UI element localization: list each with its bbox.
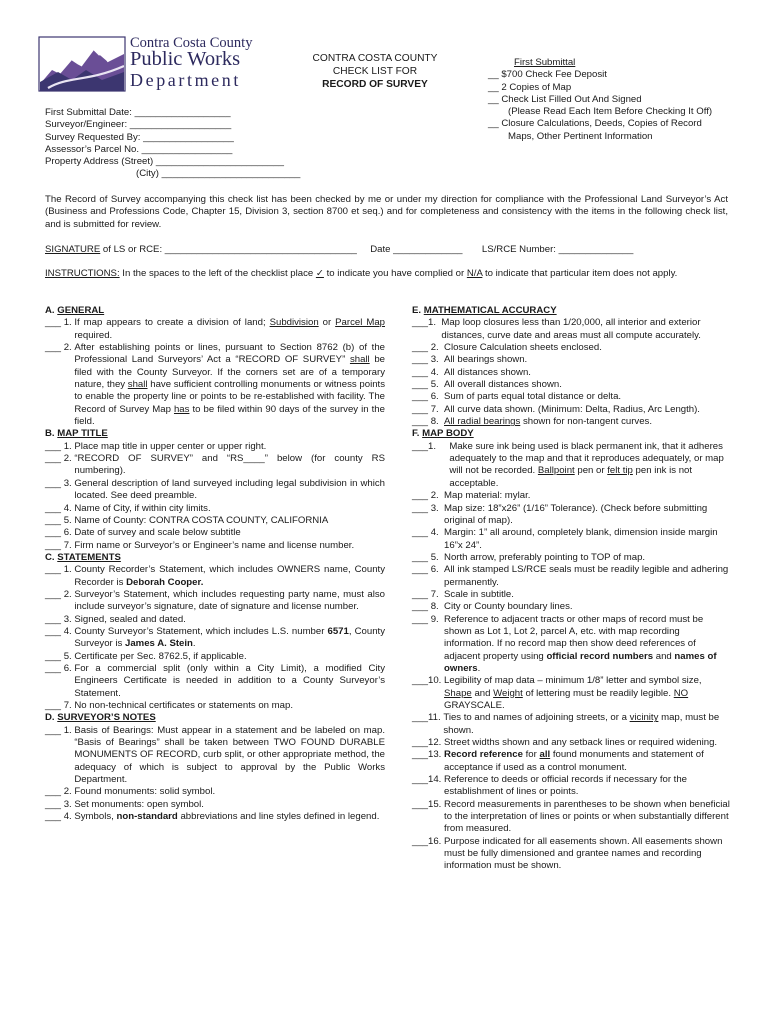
item-number: 7. (63, 700, 75, 711)
section-title: STATEMENTS (57, 551, 121, 563)
checklist-item (45, 342, 385, 428)
section-letter: E. (412, 305, 424, 316)
checklist-item (45, 515, 385, 527)
check-blank[interactable]: ___ (45, 662, 64, 674)
item-text: Firm name or Surveyor’s or Engineer’s name and license number. (74, 539, 355, 551)
item-number: 10. (428, 675, 445, 687)
checklist-item (45, 626, 385, 651)
checklist-item (45, 478, 385, 503)
item-text: Map loop closures less than 1/20,000, all interior and exterior distances, curve date and areas must all compute accurately. (441, 317, 701, 341)
check-blank[interactable]: ___ (412, 564, 431, 576)
item-number: 5. (430, 379, 445, 391)
item-number: 2. (430, 342, 445, 354)
item-number: 4. (63, 502, 75, 514)
item-text: “RECORD OF SURVEY” and “RS____” below (for county RS numbering). (74, 453, 385, 477)
check-blank[interactable]: ___ (45, 317, 64, 329)
check-blank[interactable]: ___ (45, 453, 64, 465)
section-map-body (412, 428, 730, 872)
checklist-item (412, 601, 730, 613)
title-line-3: RECORD OF SURVEY (322, 79, 428, 90)
checklist-item (412, 564, 730, 589)
submittal-item: __ $700 Check Fee Deposit (488, 69, 607, 81)
section-title: SURVEYOR’S NOTES (57, 712, 156, 724)
item-number: 7. (430, 403, 445, 415)
check-blank[interactable]: ___ (45, 700, 64, 711)
checklist-right-column (412, 305, 730, 873)
section-heading (45, 712, 385, 724)
section-title: MATHEMATICAL ACCURACY (423, 305, 557, 316)
item-number: 3. (430, 502, 445, 514)
section-heading (45, 552, 385, 564)
check-blank[interactable]: ___ (412, 490, 431, 502)
assessor-parcel-field[interactable]: Assessor’s Parcel No. _________________ (45, 143, 233, 155)
checklist-item (412, 712, 730, 737)
item-number: 9. (430, 613, 445, 625)
item-number: 5. (63, 650, 75, 662)
checklist-item (45, 317, 385, 342)
section-surveyors-notes (45, 712, 385, 823)
check-blank[interactable]: ___ (45, 613, 64, 625)
item-text: Scale in subtitle. (444, 588, 514, 600)
item-text: Ties to and names of adjoining streets, or a vicinity map, must be shown. (443, 712, 720, 736)
check-blank[interactable]: ___ (412, 502, 431, 514)
check-blank[interactable]: ___ (45, 786, 64, 798)
check-blank[interactable]: ___ (412, 527, 431, 539)
section-mathematical-accuracy (412, 305, 730, 428)
item-text: Legibility of map data – minimum 1/8” letter and symbol size, Shape and Weight of lettering must be readily legible. NO GRAYSCALE. (444, 675, 702, 711)
item-text: Reference to deeds or official records if necessary for the establishment of lines or points. (444, 774, 688, 798)
signature-field[interactable]: of LS or RCE: ____________________________________ (100, 244, 357, 255)
item-number: 3. (430, 354, 445, 366)
check-blank[interactable]: ___ (412, 551, 431, 563)
checklist-item (412, 799, 730, 836)
check-blank[interactable]: ___ (45, 724, 64, 736)
checklist-item (412, 552, 730, 564)
checklist-item (45, 527, 385, 539)
item-text: All radial bearings shown for non-tangent curves. (444, 416, 653, 428)
checklist-item (45, 799, 385, 811)
item-number: 16. (428, 835, 445, 847)
checklist-item (45, 786, 385, 798)
checklist-item (45, 663, 385, 700)
check-blank[interactable]: ___ (412, 366, 431, 378)
checklist-item (412, 404, 730, 416)
checklist-item (412, 391, 730, 403)
instructions (45, 268, 728, 280)
logo-county-name: Contra Costa County (130, 35, 253, 51)
item-text: If map appears to create a division of land; Subdivision or Parcel Map required. (74, 317, 385, 341)
section-title: MAP TITLE (57, 428, 108, 440)
checklist-item (412, 317, 730, 342)
section-letter: C. (45, 551, 58, 563)
section-general (45, 305, 385, 428)
property-city-field[interactable]: (City) __________________________ (136, 168, 301, 180)
item-text: Basis of Bearings: Must appear in a statement and be labeled on map. “Basis of Bearings” shall be taken between TWO FOUND DURABLE MONUMENTS OF RECORD, curb split, or other appropriate method, the adequacy of which is subject to approval by the Public Works Department. (74, 724, 385, 786)
item-text: Name of County: CONTRA COSTA COUNTY, CALIFORNIA (74, 514, 329, 526)
check-blank[interactable]: ___ (45, 502, 64, 514)
check-blank[interactable]: ___ (45, 811, 64, 823)
check-blank[interactable]: ___ (412, 440, 429, 452)
item-text: Found monuments: solid symbol. (74, 786, 216, 798)
section-heading (412, 305, 730, 317)
item-text: Name of City, if within city limits. (74, 502, 211, 514)
item-number: 2. (63, 342, 75, 354)
section-letter: B. (45, 428, 58, 440)
check-blank[interactable]: ___ (412, 737, 429, 749)
item-number: 6. (430, 391, 445, 403)
submittal-item: __ 2 Copies of Map (488, 81, 572, 93)
section-title: GENERAL (57, 305, 105, 316)
item-number: 8. (430, 601, 445, 613)
item-number: 1. (428, 317, 442, 329)
check-blank[interactable]: ___ (412, 342, 431, 354)
item-text: North arrow, preferably pointing to TOP of map. (444, 551, 646, 563)
section-letter: A. (45, 305, 58, 316)
item-number: 8. (430, 416, 445, 428)
item-text: Map size: 18”x26” (1/16” Tolerance). (Check before submitting original of map). (444, 502, 708, 526)
item-text: County Recorder’s Statement, which includes OWNERS name, County Recorder is Deborah Cooper. (74, 564, 385, 588)
checklist-item (412, 367, 730, 379)
check-blank[interactable]: ___ (412, 379, 431, 391)
check-blank[interactable]: ___ (412, 317, 429, 329)
check-blank[interactable]: ___ (45, 650, 64, 662)
checklist-item (45, 540, 385, 552)
check-blank[interactable]: ___ (412, 798, 429, 810)
submittal-item: __ Check List Filled Out And Signed (488, 93, 642, 105)
item-number: 2. (63, 786, 75, 798)
checklist-item (412, 589, 730, 601)
checklist-item (45, 811, 385, 823)
check-blank[interactable]: ___ (45, 514, 64, 526)
item-text: Record measurements in parentheses to be shown when beneficial to the interpretation of lines or points or when substantially different from measured. (444, 798, 730, 835)
logo-public-works: Public Works (130, 48, 241, 70)
item-number: 1. (63, 724, 75, 736)
section-map-title (45, 428, 385, 551)
item-number: 3. (63, 798, 75, 810)
item-text: All distances shown. (444, 366, 531, 378)
item-number: 4. (63, 625, 75, 637)
item-text: Street widths shown and any setback lines or required widening. (444, 737, 718, 749)
section-letter: F. (412, 428, 423, 440)
item-text: All bearings shown. (444, 354, 528, 366)
check-blank[interactable]: ___ (412, 403, 431, 415)
checklist-item (412, 490, 730, 502)
item-number: 15. (428, 798, 445, 810)
item-text: City or County boundary lines. (444, 601, 573, 613)
instructions-label: INSTRUCTIONS: (45, 268, 120, 279)
check-blank[interactable]: ___ (45, 539, 64, 551)
checklist-item (412, 379, 730, 391)
item-text: For a commercial split (only within a City Limit), a modified City Engineers Certificate is needed in addition to a County Surveyor’s Statement. (74, 662, 385, 699)
item-number: 2. (63, 588, 75, 600)
item-text: Date of survey and scale below subtitle (74, 527, 241, 539)
check-blank[interactable]: ___ (45, 477, 64, 489)
item-text: Surveyor’s Statement, which includes requesting party name, must also include surveyor’s signature, date of signature and license number. (74, 588, 385, 613)
checklist-item (412, 836, 730, 873)
checklist-item (45, 614, 385, 626)
checklist-item (412, 774, 730, 799)
checklist-item (45, 651, 385, 663)
first-submittal-date-field[interactable]: First Submittal Date: __________________ (45, 107, 231, 118)
check-blank[interactable]: ___ (45, 798, 64, 810)
item-number: 13. (428, 749, 445, 761)
checklist-item (45, 589, 385, 614)
check-blank[interactable]: ___ (412, 416, 431, 428)
signature-label: SIGNATURE (45, 244, 101, 255)
checklist-item (412, 441, 730, 490)
item-number: 6. (430, 564, 445, 576)
item-text: Set monuments: open symbol. (74, 798, 204, 810)
item-number: 6. (63, 527, 75, 539)
item-number: 1. (63, 317, 75, 329)
certification-paragraph: The Record of Survey accompanying this check list has been checked by me or under my direction for compliance with the Professional Land Surveyor’s Act (Business and Professions Code, Chapter 15, Division 3, section 8700 et seq.) and for completeness and consistency with the items in the following check list, and is submitted for review. (45, 194, 728, 230)
instructions-text: to indicate you have complied or (323, 268, 467, 279)
check-blank[interactable]: ___ (45, 342, 64, 354)
check-blank[interactable]: ___ (45, 440, 64, 452)
survey-info-fields (45, 107, 300, 181)
item-text: General description of land surveyed including legal subdivision in which located. See deed preamble. (74, 477, 385, 502)
submittal-item: __ Closure Calculations, Deeds, Copies of Record (488, 118, 702, 130)
item-number: 2. (63, 453, 75, 465)
check-blank[interactable]: ___ (412, 675, 429, 687)
document-title (290, 52, 460, 91)
checklist-item (45, 441, 385, 453)
item-text: Place map title in upper center or upper right. (74, 440, 267, 452)
submittal-item: (Please Read Each Item Before Checking It Off) (508, 106, 713, 118)
survey-requested-by-field[interactable]: Survey Requested By: _________________ (45, 131, 234, 143)
title-line-2: CHECK LIST FOR (332, 66, 418, 77)
submittal-item: Maps, Other Pertinent Information (508, 130, 653, 142)
checklist-item (45, 503, 385, 515)
item-number: 4. (430, 366, 445, 378)
item-text: Reference to adjacent tracts or other maps of record must be shown as Lot 1, Lot 2, parcel A, etc. with map recording information. If no record map then show deed references of adjacent property using official record numbers and names of owners. (444, 613, 717, 674)
section-heading (45, 305, 385, 317)
checkmark-icon: ✓ (315, 268, 324, 279)
check-blank[interactable]: ___ (412, 749, 429, 761)
checklist-item (412, 527, 730, 552)
section-heading (45, 428, 385, 440)
date-field[interactable]: Date _____________ (370, 244, 463, 255)
item-number: 7. (63, 539, 75, 551)
instructions-text: In the spaces to the left of the checklist place (119, 268, 316, 279)
item-number: 5. (63, 514, 75, 526)
section-heading (412, 428, 730, 440)
item-text: All overall distances shown. (444, 379, 562, 391)
check-blank[interactable]: ___ (412, 774, 429, 786)
checklist-item (412, 342, 730, 354)
signature-line (45, 244, 633, 256)
item-text: Symbols, non-standard abbreviations and line styles defined in legend. (74, 811, 380, 823)
item-number: 3. (63, 477, 75, 489)
mountain-logo-icon (38, 36, 126, 92)
na-label: N/A (466, 268, 483, 279)
item-number: 1. (63, 440, 75, 452)
item-number: 11. (428, 712, 444, 724)
instructions-text: to indicate that particular item does not apply. (482, 268, 678, 279)
item-text: Signed, sealed and dated. (74, 613, 186, 625)
checklist-item (45, 700, 385, 712)
check-blank[interactable]: ___ (412, 613, 431, 625)
item-number: 4. (430, 527, 445, 539)
item-text: Sum of parts equal total distance or delta. (444, 391, 622, 403)
item-text: Certificate per Sec. 8762.5, if applicable. (74, 650, 247, 662)
check-blank[interactable]: ___ (45, 527, 64, 539)
surveyor-engineer-field[interactable]: Surveyor/Engineer: ___________________ (45, 119, 232, 131)
section-statements (45, 552, 385, 712)
item-text: County Surveyor’s Statement, which includes L.S. number 6571, County Surveyor is James A. Stein. (74, 625, 385, 650)
checklist-left-column (45, 305, 385, 823)
checklist-item (412, 503, 730, 528)
check-blank[interactable]: ___ (412, 601, 431, 613)
item-number: 4. (63, 811, 75, 823)
item-number: 6. (63, 662, 75, 674)
section-letter: D. (45, 712, 58, 724)
check-blank[interactable]: ___ (412, 354, 431, 366)
item-text: Record reference for all found monuments and statement of acceptance if used as a control monument. (444, 749, 704, 773)
check-blank[interactable]: ___ (412, 712, 429, 724)
item-number: 2. (430, 490, 445, 502)
item-number: 3. (63, 613, 75, 625)
checklist-item (45, 453, 385, 478)
submittal-heading: First Submittal (514, 57, 576, 68)
checklist-item (412, 737, 730, 749)
checklist-item (45, 725, 385, 787)
item-text: All ink stamped LS/RCE seals must be readily legible and adhering permanently. (444, 564, 729, 588)
checklist-item (412, 675, 730, 712)
check-blank[interactable]: ___ (412, 588, 431, 600)
item-number: 12. (428, 737, 445, 749)
check-blank[interactable]: ___ (45, 588, 64, 600)
check-blank[interactable]: ___ (412, 835, 429, 847)
item-text: Map material: mylar. (444, 490, 531, 502)
checklist-item (412, 614, 730, 676)
checklist-item (412, 749, 730, 774)
item-number: 5. (430, 551, 445, 563)
license-number-field[interactable]: LS/RCE Number: ______________ (481, 244, 634, 255)
item-number: 14. (428, 774, 445, 786)
checklist-item (45, 564, 385, 589)
check-blank[interactable]: ___ (45, 625, 64, 637)
check-blank[interactable]: ___ (412, 391, 431, 403)
checklist-item (412, 416, 730, 428)
item-text: After establishing points or lines, pursuant to Section 8762 (b) of the Professional Land Surveyors’ Act a “RECORD OF SURVEY” shall be filed with the County Surveyor. If the corners set are of a temporary nature, they shall have sufficient controlling monuments or witness points to enable the property line or points to be re-established with facility. The Record of Survey Map has to be filed within 90 days of the survey in the field. (74, 342, 385, 428)
property-street-field[interactable]: Property Address (Street) ________________________ (45, 156, 284, 168)
county-logo (38, 36, 278, 92)
section-title: MAP BODY (422, 428, 474, 440)
item-number: 1. (63, 564, 75, 576)
title-line-1: CONTRA COSTA COUNTY (312, 53, 438, 64)
check-blank[interactable]: ___ (45, 564, 64, 576)
item-number: 7. (430, 588, 445, 600)
checklist-item (412, 354, 730, 366)
logo-department: Department (130, 70, 241, 90)
item-text: Margin: 1” all around, completely blank, dimension inside margin 16”x 24”. (444, 527, 718, 551)
first-submittal-box (488, 57, 758, 143)
item-text: No non-technical certificates or statements on map. (74, 700, 293, 711)
item-text: Closure Calculation sheets enclosed. (444, 342, 602, 354)
item-number: 1. (428, 440, 450, 452)
item-text: All curve data shown. (Minimum: Delta, Radius, Arc Length). (444, 403, 700, 415)
item-text: Make sure ink being used is black permanent ink, that it adheres adequately to the map and that it reproduces adequately, or map will not be recorded. Ballpoint pen or felt tip pen ink is not acceptable. (449, 440, 724, 489)
item-text: Purpose indicated for all easements shown. All easements shown must be fully dimensioned and grantee names and recording information must be shown. (444, 835, 723, 872)
